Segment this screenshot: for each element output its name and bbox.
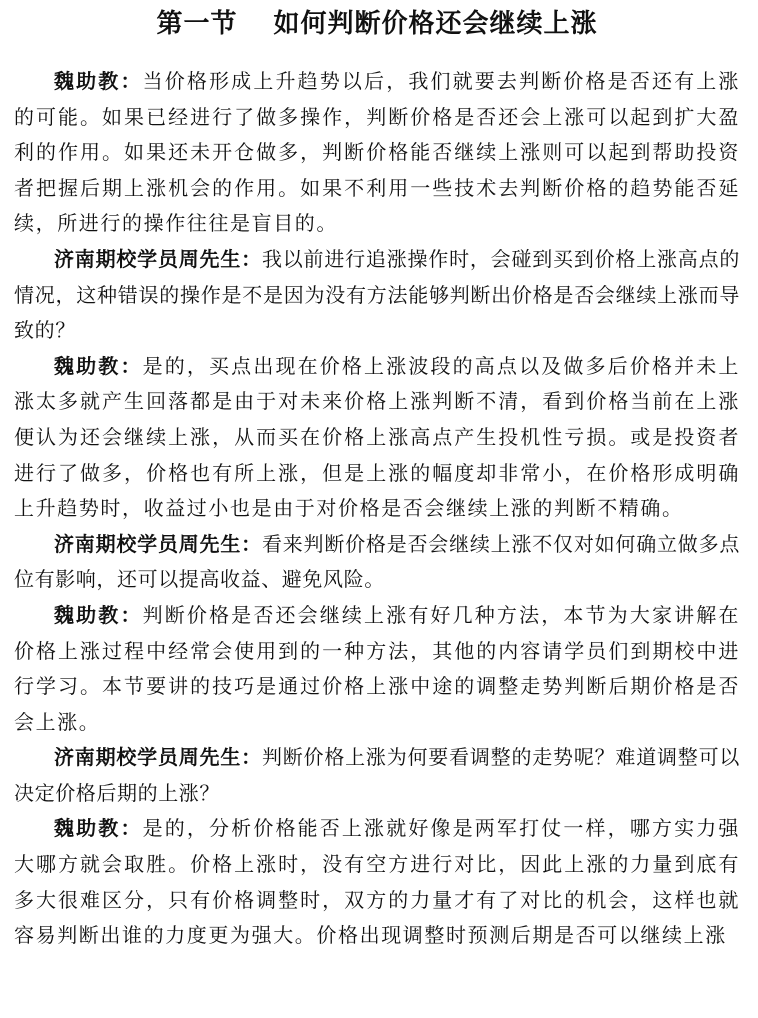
paragraph-6 xyxy=(14,740,740,811)
paragraph-text: 我以前进行追涨操作时，会碰到买到价格上涨高点的情况，这种错误的操作是不是因为没有方法能够判断出价格是否会继续上涨而导致的？ xyxy=(14,246,740,343)
paragraph-1 xyxy=(14,64,740,242)
section-title xyxy=(14,0,740,54)
paragraph-3 xyxy=(14,349,740,527)
speaker-label: 魏助教： xyxy=(54,816,143,841)
paragraph-5 xyxy=(14,598,740,740)
paragraph-4 xyxy=(14,527,740,598)
section-number: 第一节 xyxy=(156,9,238,39)
speaker-label: 魏助教： xyxy=(54,602,143,627)
paragraph-text: 看来判断价格是否会继续上涨不仅对如何确立做多点位有影响，还可以提高收益、避免风险。 xyxy=(14,531,740,592)
speaker-label: 魏助教： xyxy=(54,69,143,93)
speaker-label: 魏助教： xyxy=(54,353,143,378)
speaker-label: 济南期校学员周先生： xyxy=(54,246,262,271)
paragraph-text: 是的，买点出现在价格上涨波段的高点以及做多后价格并未上涨太多就产生回落都是由于对未来价格上涨判断不清，看到价格当前在上涨便认为还会继续上涨，从而买在价格上涨高点产生投机性亏损。或是投资者进行了做多，价格也有所上涨，但是上涨的幅度却非常小，在价格形成明确上升趋势时，收益过小也是由于对价格是否会继续上涨的判断不精确。 xyxy=(14,353,740,521)
paragraph-text: 是的，分析价格能否上涨就好像是两军打仗一样，哪方实力强大哪方就会取胜。价格上涨时，没有空方进行对比，因此上涨的力量到底有多大很难区分，只有价格调整时，双方的力量才有了对比的机会，这样也就容易判断出谁的力度更为强大。价格出现调整时预测后期是否可以继续上涨 xyxy=(14,816,740,948)
speaker-label: 济南期校学员周先生： xyxy=(54,745,262,770)
paragraph-text: 当价格形成上升趋势以后，我们就要去判断价格是否还有上涨的可能。如果已经进行了做多操作，判断价格是否还会上涨可以起到扩大盈利的作用。如果还未开仓做多，判断价格能否继续上涨则可以起到帮助投资者把握后期上涨机会的作用。如果不利用一些技术去判断价格的趋势能否延续，所进行的操作往往是盲目的。 xyxy=(14,69,740,236)
section-heading-text: 如何判断价格还会继续上涨 xyxy=(273,9,598,39)
paragraph-text: 判断价格是否还会继续上涨有好几种方法，本节为大家讲解在价格上涨过程中经常会使用到的一种方法，其他的内容请学员们到期校中进行学习。本节要讲的技巧是通过价格上涨中途的调整走势判断后期价格是否会上涨。 xyxy=(14,602,740,734)
paragraph-text: 判断价格上涨为何要看调整的走势呢？难道调整可以决定价格后期的上涨？ xyxy=(14,745,740,805)
speaker-label: 济南期校学员周先生： xyxy=(54,531,262,556)
paragraph-2 xyxy=(14,242,740,349)
paragraph-7 xyxy=(14,811,740,953)
